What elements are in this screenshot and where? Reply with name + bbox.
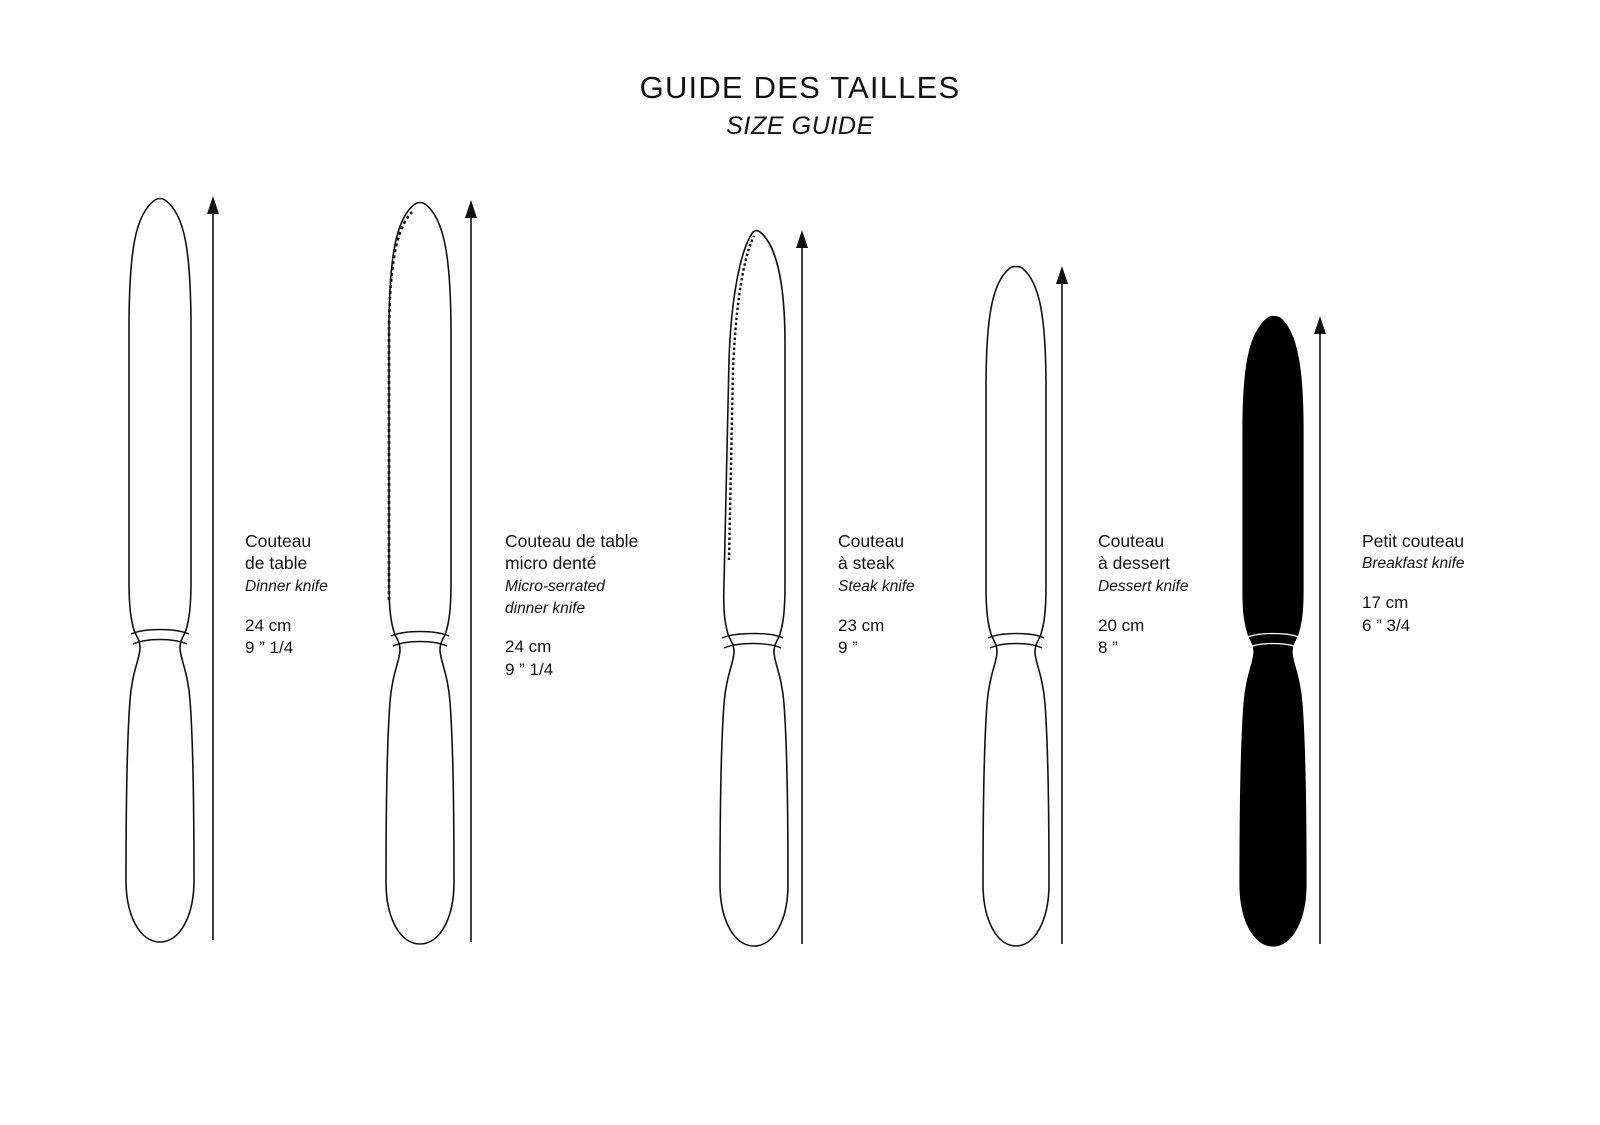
label-fr-line1: Petit couteau	[1362, 531, 1465, 551]
label-en-line1: Dinner knife	[245, 577, 328, 595]
size-imperial: 9 ” 1/4	[505, 659, 554, 679]
knife-shape-micro-serrated	[386, 203, 454, 945]
label-fr-line2: à steak	[838, 553, 895, 574]
label-dimensions	[838, 615, 915, 660]
label-dessert-knife	[1098, 530, 1188, 659]
label-fr-line2: de table	[245, 553, 308, 574]
label-dimensions	[505, 636, 638, 681]
knife-shape-steak	[720, 231, 788, 947]
size-imperial: 9 ” 1/4	[245, 638, 294, 658]
measure-arrow-3	[796, 230, 808, 248]
size-imperial: 8 ”	[1098, 638, 1118, 658]
label-fr-line2: à dessert	[1098, 553, 1170, 574]
size-metric: 24 cm	[505, 637, 552, 657]
size-metric: 24 cm	[245, 615, 292, 635]
label-fr-line1: Couteau	[1098, 531, 1165, 551]
measure-arrow-4	[1056, 266, 1068, 284]
measure-arrow-5	[1314, 316, 1326, 334]
size-metric: 17 cm	[1362, 593, 1409, 613]
label-fr-line1: Couteau	[838, 531, 905, 551]
label-dimensions	[245, 615, 328, 660]
label-en-line2: dinner knife	[505, 599, 586, 617]
size-imperial: 6 ” 3/4	[1362, 615, 1411, 635]
label-steak-knife	[838, 530, 915, 659]
knife-shape-dinner	[126, 199, 194, 943]
label-fr-line1: Couteau	[245, 531, 312, 551]
label-micro-serrated-dinner-knife	[505, 530, 638, 681]
size-metric: 20 cm	[1098, 615, 1145, 635]
size-imperial: 9 ”	[838, 638, 858, 658]
page-title-en: SIZE GUIDE	[726, 111, 874, 140]
label-dimensions	[1098, 615, 1188, 660]
measure-arrow-2	[465, 200, 477, 218]
label-en-line1: Dessert knife	[1098, 577, 1189, 595]
label-dimensions	[1362, 592, 1465, 637]
page-title-fr: GUIDE DES TAILLES	[639, 70, 961, 105]
label-en-line1: Micro-serrated	[505, 577, 605, 595]
label-breakfast-knife	[1362, 530, 1465, 637]
knife-shape-breakfast	[1240, 317, 1306, 947]
measure-arrow-1	[207, 196, 219, 214]
label-en-line1: Breakfast knife	[1362, 555, 1465, 573]
label-dinner-knife	[245, 530, 328, 659]
size-metric: 23 cm	[838, 615, 885, 635]
knife-shape-dessert	[983, 267, 1049, 947]
label-fr-line1: Couteau de table	[505, 531, 639, 551]
label-en-line1: Steak knife	[838, 577, 915, 595]
label-fr-line2: micro denté	[505, 553, 597, 574]
